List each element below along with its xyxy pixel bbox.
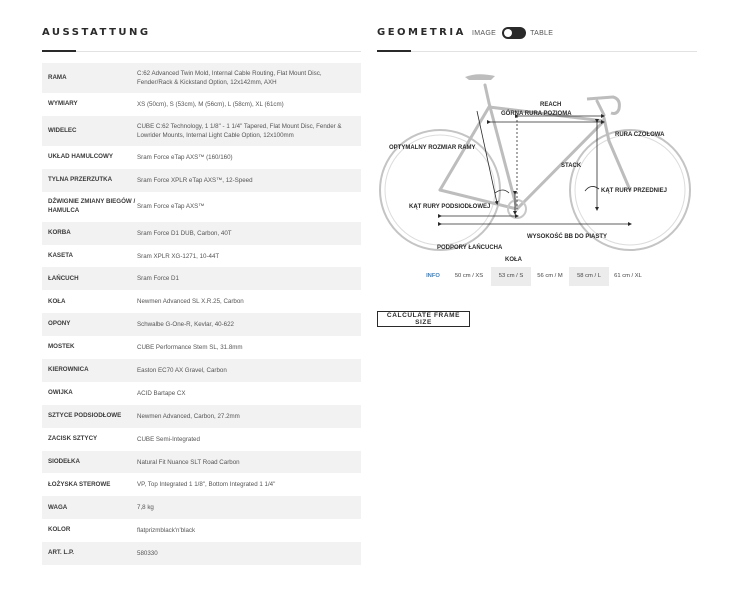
calculate-frame-size-button[interactable]: CALCULATE FRAME SIZE (377, 311, 470, 327)
spec-label: KOŁA (48, 297, 66, 305)
spec-row (42, 63, 361, 93)
toggle-table-label[interactable]: TABLE (530, 29, 554, 37)
equipment-title-rule (42, 51, 361, 52)
spec-label: KIEROWNICA (48, 366, 89, 374)
spec-row (42, 473, 361, 496)
spec-row (42, 192, 361, 222)
toggle-image-label[interactable]: IMAGE (472, 29, 497, 37)
spec-value: Newmen Advanced, Carbon, 27.2mm (137, 412, 240, 420)
label-wheelbase: KOŁA (505, 257, 522, 263)
spec-value: Natural Fit Nuance SLT Road Carbon (137, 458, 240, 466)
spec-label: KASETA (48, 251, 73, 259)
spec-label: KORBA (48, 228, 71, 236)
geometry-title-rule (377, 51, 697, 52)
equipment-title: AUSSTATTUNG (42, 27, 151, 38)
spec-value: C:62 Advanced Twin Mold, Internal Cable Routing, Flat Mount Disc, Fender/Rack & Kickstand Option, 12x142mm, AXH (137, 70, 322, 86)
spec-row (42, 451, 361, 474)
label-seat-tube: OPTYMALNY ROZMIAR RAMY (389, 145, 476, 151)
size-tab-info[interactable]: INFO (419, 267, 447, 286)
spec-value: XS (50cm), S (53cm), M (56cm), L (58cm), XL (61cm) (137, 100, 284, 108)
spec-table (42, 63, 361, 565)
spec-label: UKŁAD HAMULCOWY (48, 153, 113, 161)
equipment-section (42, 27, 361, 565)
spec-value: Sram XPLR XG-1271, 10-44T (137, 252, 220, 260)
spec-row (42, 169, 361, 192)
spec-value: Sram Force eTap AXS™ (137, 203, 205, 211)
spec-label: WYMIARY (48, 100, 78, 108)
spec-value: CUBE Performance Stem SL, 31.8mm (137, 344, 243, 352)
spec-row (42, 359, 361, 382)
spec-value: 7,8 kg (137, 504, 154, 512)
spec-value: CUBE Semi-Integrated (137, 435, 200, 443)
spec-row (42, 405, 361, 428)
spec-row (42, 428, 361, 451)
size-tab[interactable]: 53 cm / S (491, 267, 531, 286)
label-seat-angle: KĄT RURY PODSIODŁOWEJ (409, 204, 491, 210)
size-tab[interactable]: 56 cm / M (537, 273, 563, 279)
spec-label: SIODEŁKA (48, 457, 80, 465)
spec-row (42, 245, 361, 268)
label-chainstay: PODPORY ŁAŃCUCHA (437, 245, 503, 251)
spec-label: OWIJKA (48, 389, 73, 397)
saddle (465, 74, 495, 80)
spec-value: Sram Force D1 (137, 275, 179, 283)
spec-value: Easton EC70 AX Gravel, Carbon (137, 366, 227, 374)
spec-label: ŁAŃCUCH (48, 274, 79, 282)
size-tab[interactable]: 50 cm / XS (454, 273, 484, 279)
spec-value: ACID Bartape CX (137, 389, 186, 397)
label-bb-drop: WYSOKOŚĆ BB DO PIASTY (527, 234, 608, 240)
spec-value: VP, Top Integrated 1 1/8", Bottom Integrated 1 1/4" (137, 481, 276, 489)
spec-row (42, 116, 361, 146)
spec-label: SZTYCE PODSIODŁOWE (48, 411, 122, 419)
spec-label: MOSTEK (48, 343, 75, 351)
toggle-knob (504, 29, 512, 37)
spec-row (42, 542, 361, 565)
geometry-diagram (377, 63, 697, 263)
label-reach: REACH (540, 102, 562, 108)
image-table-toggle[interactable] (502, 27, 526, 39)
label-top-tube: GÓRNA RURA POZIOMA (501, 111, 572, 117)
spec-value: CUBE C:62 Technology, 1 1/8" - 1 1/4" Tapered, Flat Mount Disc, Fender & Lowrider Mounts, Internal Light Cable Option, 12x100mm (137, 122, 342, 139)
spec-label: TYLNA PRZERZUTKA (48, 175, 113, 183)
spec-label: WAGA (48, 503, 68, 511)
spec-label: DŹWIGNIE ZMIANY BIEGÓW / HAMULCA (48, 198, 136, 214)
spec-label: ŁOŻYSKA STEROWE (48, 480, 111, 488)
spec-label: OPONY (48, 320, 71, 328)
size-tab[interactable]: 58 cm / L (569, 267, 609, 286)
spec-label: WIDELEC (48, 126, 77, 134)
spec-row (42, 93, 361, 116)
spec-row (42, 519, 361, 542)
spec-value: Schwalbe G-One-R, Kevlar, 40-622 (137, 321, 234, 329)
spec-label: ART. L.P. (48, 549, 75, 557)
spec-label: KOLOR (48, 526, 71, 534)
geometry-header (377, 27, 697, 39)
spec-row (42, 496, 361, 519)
spec-value: Sram Force D1 DUB, Carbon, 40T (137, 229, 232, 237)
spec-row (42, 290, 361, 313)
spec-row (42, 313, 361, 336)
spec-row (42, 267, 361, 290)
label-head-angle: KĄT RURY PRZEDNIEJ (601, 188, 668, 194)
label-head-tube: RURA CZOŁOWA (615, 132, 665, 138)
label-stack: STACK (561, 163, 582, 169)
spec-label: RAMA (48, 73, 67, 81)
size-tab[interactable]: 61 cm / XL (614, 273, 642, 279)
size-tabs (419, 267, 647, 286)
spec-row (42, 146, 361, 169)
geometry-title: GEOMETRIA (377, 27, 466, 38)
spec-value: Newmen Advanced SL X.R.25, Carbon (137, 298, 244, 306)
spec-value: 580330 (137, 550, 158, 558)
spec-value: Sram Force XPLR eTap AXS™, 12-Speed (137, 176, 253, 184)
spec-value: flatprizmblack'n'black (137, 527, 196, 535)
spec-row (42, 336, 361, 359)
spec-row (42, 222, 361, 245)
spec-value: Sram Force eTap AXS™ (160/160) (137, 153, 233, 161)
spec-row (42, 382, 361, 405)
geometry-section (377, 27, 697, 326)
spec-label: ZACISK SZTYCY (48, 434, 98, 442)
